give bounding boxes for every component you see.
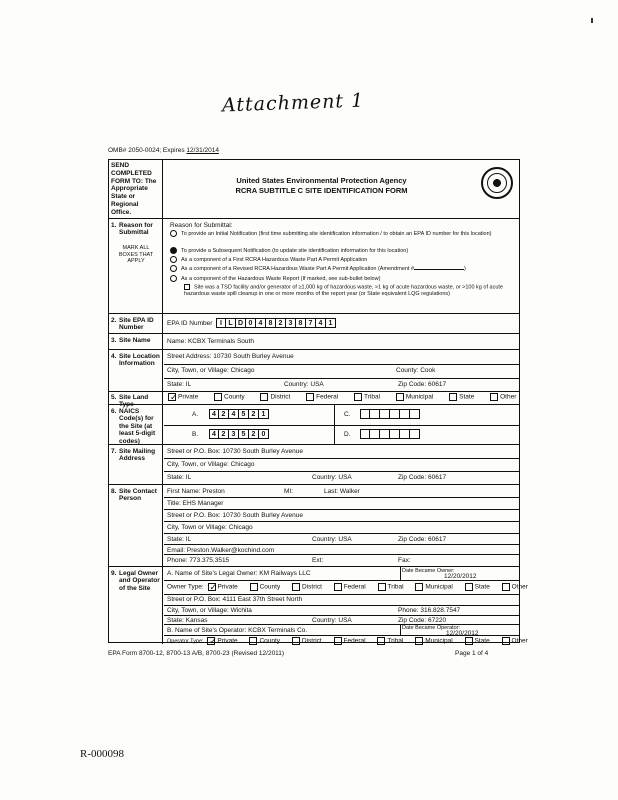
section-1-reason: 1. Reason for Submittal MARK ALL BOXES THAT APPLY Reason for Submittal: To provide an Initial Notification (first time submitting site identification information / to obtain an EPA ID number for this location) To provide a Subsequent Notification (to update site identification information for this location) As a component of a First RCRA Hazardous Waste Part A Permit Application As a component of a Revised RCRA Hazardous Waste Part A Permit Application (Amendment # ) As a component of the Hazardous Waste Report (If marked, see sub-bullet below) Site was a TSD facility and/or generator of ≥1,000 kg of hazardous waste, >1 kg of acute hazardous waste, or >100 kg of acute hazardous waste spill cleanup in one or more months of the report year (or State equivalent LQG regulations) [109, 218, 519, 313]
reason-first-part-a[interactable]: As a component of a First RCRA Hazardous Waste Part A Permit Application [170, 256, 367, 263]
operator-date[interactable]: 12/20/2012 [446, 630, 479, 637]
reason-subsequent[interactable]: To provide a Subsequent Notification (to update site identification information for this location) [170, 247, 408, 254]
contact-street[interactable]: Street or P.O. Box: 10730 South Burley Avenue [167, 512, 303, 519]
location-zip[interactable]: Zip Code: 60617 [398, 381, 447, 388]
mailing-state[interactable]: State: IL [167, 474, 192, 481]
naics-b-digits[interactable]: 4 2 3 5 2 0 [209, 429, 269, 439]
section-5-land-type: 5. Site Land Type ✓Private County District Federal Tribal Municipal State Other [109, 391, 519, 404]
owner-phone[interactable]: Phone: 316.828.7547 [398, 607, 461, 614]
contact-city[interactable]: City, Town or Village: Chicago [167, 524, 253, 531]
mailing-city[interactable]: City, Town, or Village: Chicago [167, 461, 255, 468]
epa-id-digits[interactable]: I L D 0 4 8 2 3 8 7 4 1 [216, 318, 336, 328]
handwritten-title: Attachment 1 [221, 89, 365, 117]
reason-revised-part-a[interactable]: As a component of a Revised RCRA Hazardous Waste Part A Permit Application (Amendment # ) [170, 265, 466, 272]
omb-number: OMB# 2050-0024; Expires 12/31/2014 [108, 147, 219, 154]
naics-a-digits[interactable]: 4 2 4 5 2 1 [209, 409, 269, 419]
owner-zip[interactable]: Zip Code: 67220 [398, 617, 447, 624]
contact-last-name[interactable]: Last: Walker [324, 488, 360, 495]
section-9-owner-operator: 9. Legal Owner and Operator of the Site A. Name of Site's Legal Owner: KM Railways LLC Date Became Owner: 12/20/2012 Owner Type: ✓ Private County District Federal Tribal Municipal State Other Street or P.O. Box: 4111 East 37th Street North City, Town, or Village: Wichita Phone: 316.828.7547 State: Kansas Country: USA Zip Code: 67220 B. Name of Site's Operator: KCBX Terminals Co. Date Became Operator: 12/20/2012 Operator Type: ✓ Private County District Federal Tribal Municipal State Other [109, 566, 519, 644]
location-country[interactable]: Country: USA [284, 381, 324, 388]
section-4-location: 4. Site Location Information Street Address: 10730 South Burley Avenue City, Town, or Village: Chicago County: Cook State: IL Country: USA Zip Code: 60617 [109, 349, 519, 391]
mailing-zip[interactable]: Zip Code: 60617 [398, 474, 447, 481]
operator-type-options[interactable]: Operator Type: ✓ Private County District Federal Tribal Municipal State Other [167, 637, 528, 645]
reason-initial[interactable]: To provide an Initial Notification (first time submitting site identification information / to obtain an EPA ID number for this location) [170, 230, 505, 238]
contact-email[interactable]: Email: Preston.Walker@kochind.com [167, 547, 275, 554]
location-street[interactable]: Street Address: 10730 South Burley Avenue [167, 353, 294, 360]
section-6-naics: 6. NAICS Code(s) for the Site (at least 5-digit codes) A. 4 2 4 5 2 1 C. B. 4 2 3 5 2 0 D. [109, 404, 519, 444]
naics-d-digits[interactable] [360, 429, 420, 439]
naics-c-digits[interactable] [360, 409, 420, 419]
contact-phone[interactable]: Phone: 773.375.3515 [167, 557, 230, 564]
contact-ext[interactable]: Ext: [312, 557, 324, 564]
form-header [109, 160, 519, 218]
epa-seal-icon [481, 167, 513, 199]
section-8-contact: 8. Site Contact Person First Name: Preston MI: Last: Walker Title: EHS Manager Street or P.O. Box: 10730 South Burley Avenue City, Town or Village: Chicago State: IL Country: USA Zip Code: 60617 Email: Preston.Walker@kochind.com Phone: 773.375.3515 Ext: Fax: [109, 484, 519, 566]
reason-hazardous-waste-report[interactable]: As a component of the Hazardous Waste Report (If marked, see sub-bullet below) [170, 275, 380, 282]
contact-mi[interactable]: MI: [284, 488, 294, 495]
section-3-site-name: 3. Site Name Name: KCBX Terminals South [109, 333, 519, 349]
page-number: Page 1 of 4 [455, 650, 489, 657]
send-to-box: SEND COMPLETED FORM TO: The Appropriate State or Regional Office. [109, 160, 163, 218]
location-county[interactable]: County: Cook [396, 367, 436, 374]
owner-country[interactable]: Country: USA [312, 617, 352, 624]
contact-country[interactable]: Country: USA [312, 536, 352, 543]
contact-zip[interactable]: Zip Code: 60617 [398, 536, 447, 543]
contact-state[interactable]: State: IL [167, 536, 192, 543]
location-city[interactable]: City, Town, or Village: Chicago [167, 367, 255, 374]
owner-type-options[interactable]: Owner Type: ✓ Private County District Federal Tribal Municipal State Other [167, 583, 528, 591]
owner-name[interactable]: A. Name of Site's Legal Owner: KM Railways LLC [167, 570, 311, 577]
agency-name: United States Environmental Protection Agency [236, 176, 407, 185]
mailing-street[interactable]: Street or P.O. Box: 10730 South Burley Avenue [167, 448, 303, 455]
contact-fax[interactable]: Fax: [398, 557, 411, 564]
scan-speck [591, 18, 593, 23]
site-name-field[interactable]: Name: KCBX Terminals South [167, 338, 254, 345]
form-title: RCRA SUBTITLE C SITE IDENTIFICATION FORM [235, 186, 408, 195]
contact-first-name[interactable]: First Name: Preston [167, 488, 225, 495]
section-2-epa-id: 2. Site EPA ID Number EPA ID Number I L D 0 4 8 2 3 8 7 4 1 [109, 313, 519, 333]
bates-number: R-000098 [80, 748, 124, 760]
form-number: EPA Form 8700-12, 8700-13 A/B, 8700-23 (Revised 12/2011) [108, 650, 285, 657]
land-type-options[interactable]: ✓Private County District Federal Tribal Municipal State Other [166, 393, 516, 401]
owner-street[interactable]: Street or P.O. Box: 4111 East 37th Street North [167, 596, 303, 603]
operator-name[interactable]: B. Name of Site's Operator: KCBX Terminals Co. [167, 627, 308, 634]
contact-title[interactable]: Title: EHS Manager [167, 500, 224, 507]
site-identification-form [108, 159, 528, 645]
reason-sub-bullet[interactable]: Site was a TSD facility and/or generator of ≥1,000 kg of hazardous waste, >1 kg of acute hazardous waste, or >100 kg of acute hazardous waste spill cleanup in one or more months of the report year (or State equivalent LQG regulations) [184, 284, 503, 298]
owner-state[interactable]: State: Kansas [167, 617, 208, 624]
location-state[interactable]: State: IL [167, 381, 192, 388]
owner-date[interactable]: 12/20/2012 [444, 573, 477, 580]
owner-city[interactable]: City, Town, or Village: Wichita [167, 607, 252, 614]
mailing-country[interactable]: Country: USA [312, 474, 352, 481]
section-7-mailing: 7. Site Mailing Address Street or P.O. Box: 10730 South Burley Avenue City, Town, or Village: Chicago State: IL Country: USA Zip Code: 60617 [109, 444, 519, 484]
